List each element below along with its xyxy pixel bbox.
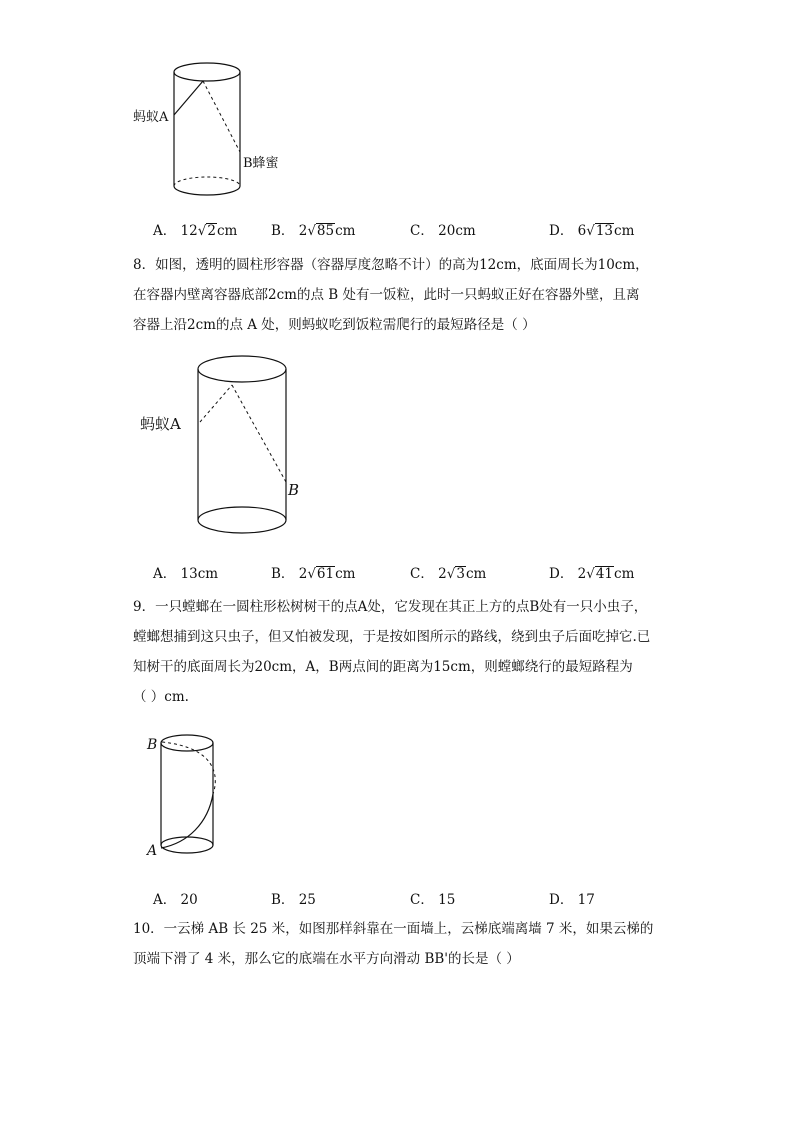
q8-line-1: 8．如图，透明的圆柱形容器（容器厚度忽略不计）的高为12cm，底面周长为10cm， bbox=[133, 257, 649, 273]
q8-option-d[interactable]: D． 2√41cm bbox=[549, 566, 635, 582]
q8-option-b[interactable]: B． 2√61cm bbox=[271, 566, 356, 582]
q8-question bbox=[133, 250, 693, 340]
q9-question bbox=[133, 592, 693, 712]
q9-line-1: 9．一只螳螂在一圆柱形松树树干的点A处，它发现在其正上方的点B处有一只小虫子， bbox=[133, 599, 648, 615]
q9-line-4: （ ）cm. bbox=[133, 689, 189, 705]
q9-option-c[interactable]: C． 15 bbox=[410, 892, 456, 908]
q8-b-label: B bbox=[288, 481, 300, 499]
q9-option-b[interactable]: B． 25 bbox=[271, 892, 316, 908]
q9-line-2: 螳螂想捕到这只虫子，但又怕被发现，于是按如图所示的路线，绕到虫子后面吃掉它.已 bbox=[133, 629, 651, 645]
q10-line-1: 10．一云梯 AB 长 25 米，如图那样斜靠在一面墙上，云梯底端离墙 7 米，如果云梯的 bbox=[133, 921, 654, 937]
q9-a-label: A bbox=[147, 843, 158, 859]
q9-b-label: B bbox=[147, 737, 158, 753]
q8-line-3: 容器上沿2cm的点 A 处，则蚂蚁吃到饭粒需爬行的最短路径是（ ） bbox=[133, 317, 536, 333]
q7-option-b[interactable]: B． 2√85cm bbox=[271, 223, 356, 239]
q8-option-a[interactable]: A． 13cm bbox=[153, 566, 219, 582]
q8-ant-label: 蚂蚁A bbox=[140, 415, 181, 433]
q8-option-c[interactable]: C． 2√3cm bbox=[410, 566, 487, 582]
q7-ant-label: 蚂蚁A bbox=[133, 110, 169, 125]
q7-option-c[interactable]: C． 20cm bbox=[410, 223, 476, 239]
q10-line-2: 顶端下滑了 4 米，那么它的底端在水平方向滑动 BB'的长是（ ） bbox=[133, 951, 520, 967]
q9-option-d[interactable]: D． 17 bbox=[549, 892, 595, 908]
q10-question bbox=[133, 914, 693, 974]
q8-line-2: 在容器内壁离容器底部2cm的点 B 处有一饭粒，此时一只蚂蚁正好在容器外壁，且离 bbox=[133, 287, 640, 303]
q7-option-a[interactable]: A． 12√2cm bbox=[153, 223, 238, 239]
q7-honey-label: B蜂蜜 bbox=[243, 156, 279, 171]
q9-option-a[interactable]: A． 20 bbox=[153, 892, 198, 908]
q9-cylinder-figure bbox=[150, 728, 230, 863]
q7-cylinder-figure bbox=[125, 55, 295, 205]
q8-cylinder-figure bbox=[190, 350, 310, 540]
q7-option-d[interactable]: D． 6√13cm bbox=[549, 223, 635, 239]
q9-line-3: 知树干的底面周长为20cm，A，B两点间的距离为15cm，则螳螂绕行的最短路程为 bbox=[133, 659, 633, 675]
